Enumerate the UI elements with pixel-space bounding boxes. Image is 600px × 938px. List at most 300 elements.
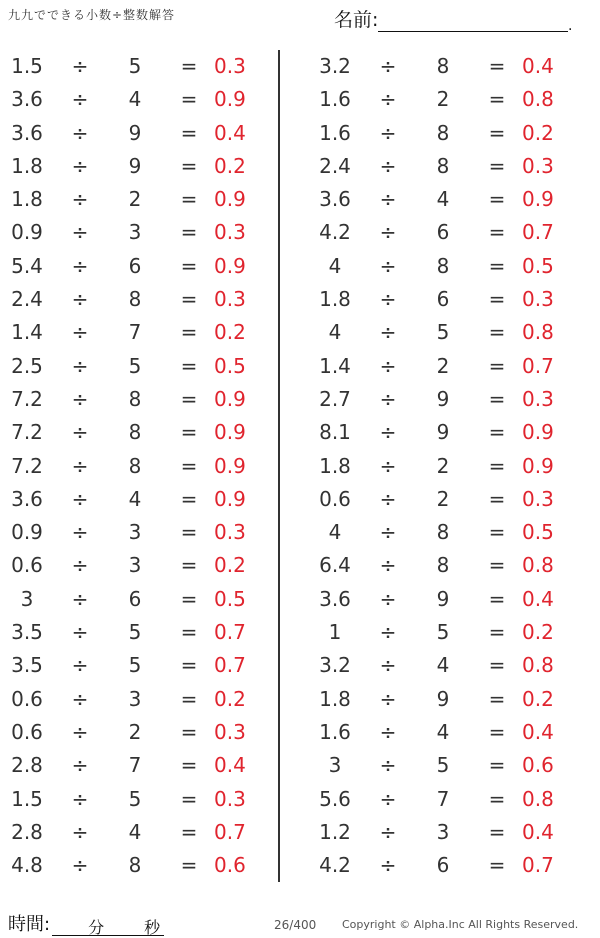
answer: 0.3 <box>214 786 246 811</box>
division-operator: ÷ <box>71 353 89 378</box>
answer: 0.7 <box>522 220 554 245</box>
dividend: 0.6 <box>11 719 43 744</box>
divisor: 7 <box>436 786 450 811</box>
answer: 0.9 <box>522 420 554 445</box>
problem-row <box>0 216 290 249</box>
dividend: 0.6 <box>11 553 43 578</box>
dividend: 4 <box>328 320 342 345</box>
equals-sign: = <box>488 686 506 711</box>
division-operator: ÷ <box>379 586 397 611</box>
dividend: 1.6 <box>319 87 351 112</box>
answer: 0.7 <box>522 353 554 378</box>
divisor: 3 <box>128 220 142 245</box>
problem-row <box>308 283 598 316</box>
answer: 0.6 <box>522 753 554 778</box>
dividend: 3.6 <box>319 586 351 611</box>
time-label: 時間: <box>8 914 51 935</box>
dividend: 7.2 <box>11 386 43 411</box>
equals-sign: = <box>180 853 198 878</box>
divisor: 7 <box>128 320 142 345</box>
answer: 0.7 <box>214 653 246 678</box>
answer: 0.4 <box>214 753 246 778</box>
answer: 0.9 <box>522 453 554 478</box>
division-operator: ÷ <box>71 187 89 212</box>
dividend: 4.2 <box>319 220 351 245</box>
division-operator: ÷ <box>71 87 89 112</box>
answer: 0.9 <box>522 187 554 212</box>
divisor: 2 <box>436 87 450 112</box>
answer: 0.5 <box>214 353 246 378</box>
division-operator: ÷ <box>379 120 397 145</box>
divisor: 8 <box>128 853 142 878</box>
dividend: 2.4 <box>11 287 43 312</box>
dividend: 4 <box>328 253 342 278</box>
problem-row <box>0 616 290 649</box>
answer: 0.9 <box>214 87 246 112</box>
divisor: 5 <box>436 620 450 645</box>
dividend: 1 <box>328 620 342 645</box>
dividend: 3.2 <box>319 54 351 78</box>
answer: 0.2 <box>214 686 246 711</box>
divisor: 2 <box>436 353 450 378</box>
dividend: 4.8 <box>11 853 43 878</box>
division-operator: ÷ <box>71 320 89 345</box>
dividend: 1.2 <box>319 819 351 844</box>
division-operator: ÷ <box>71 153 89 178</box>
divisor: 3 <box>128 686 142 711</box>
division-operator: ÷ <box>379 253 397 278</box>
problem-row <box>0 250 290 283</box>
dividend: 4 <box>328 520 342 545</box>
problem-row <box>0 316 290 349</box>
answer: 0.2 <box>214 553 246 578</box>
dividend: 1.5 <box>11 786 43 811</box>
equals-sign: = <box>180 54 198 78</box>
dividend: 3.5 <box>11 653 43 678</box>
answer: 0.4 <box>214 120 246 145</box>
divisor: 3 <box>128 520 142 545</box>
problem-column-left <box>0 50 290 882</box>
divisor: 7 <box>128 753 142 778</box>
problem-row <box>308 383 598 416</box>
division-operator: ÷ <box>71 220 89 245</box>
divisor: 8 <box>128 386 142 411</box>
dividend: 2.7 <box>319 386 351 411</box>
divisor: 8 <box>436 54 450 78</box>
problem-row <box>308 117 598 150</box>
divisor: 6 <box>128 586 142 611</box>
equals-sign: = <box>180 153 198 178</box>
dividend: 3.6 <box>319 187 351 212</box>
problem-row <box>0 50 290 83</box>
divisor: 8 <box>128 420 142 445</box>
dividend: 3 <box>20 586 34 611</box>
equals-sign: = <box>180 753 198 778</box>
problem-row <box>308 350 598 383</box>
name-blank-line <box>378 11 573 34</box>
problem-row <box>308 549 598 582</box>
division-operator: ÷ <box>379 153 397 178</box>
equals-sign: = <box>180 187 198 212</box>
problem-row <box>308 716 598 749</box>
answer: 0.7 <box>214 620 246 645</box>
name-label: 名前: <box>334 9 379 31</box>
dividend: 1.8 <box>319 287 351 312</box>
dividend: 1.8 <box>319 686 351 711</box>
divisor: 4 <box>436 187 450 212</box>
problem-row <box>0 816 290 849</box>
dividend: 0.9 <box>11 220 43 245</box>
time-blank-line <box>52 915 164 936</box>
division-operator: ÷ <box>379 520 397 545</box>
divisor: 9 <box>436 686 450 711</box>
equals-sign: = <box>488 453 506 478</box>
problem-row <box>308 649 598 682</box>
problem-row <box>0 183 290 216</box>
equals-sign: = <box>180 786 198 811</box>
answer: 0.3 <box>522 486 554 511</box>
divisor: 6 <box>128 253 142 278</box>
equals-sign: = <box>488 120 506 145</box>
problem-row <box>0 649 290 682</box>
problem-row <box>308 450 598 483</box>
division-operator: ÷ <box>71 786 89 811</box>
problem-row <box>308 616 598 649</box>
division-operator: ÷ <box>71 287 89 312</box>
answer: 0.9 <box>214 253 246 278</box>
division-operator: ÷ <box>379 420 397 445</box>
divisor: 9 <box>128 120 142 145</box>
dividend: 5.6 <box>319 786 351 811</box>
dividend: 1.4 <box>319 353 351 378</box>
equals-sign: = <box>488 620 506 645</box>
answer: 0.9 <box>214 420 246 445</box>
problem-row <box>0 483 290 516</box>
equals-sign: = <box>488 386 506 411</box>
equals-sign: = <box>488 520 506 545</box>
answer: 0.6 <box>214 853 246 878</box>
answer: 0.5 <box>522 253 554 278</box>
equals-sign: = <box>488 54 506 78</box>
division-operator: ÷ <box>379 54 397 78</box>
answer: 0.3 <box>214 520 246 545</box>
answer: 0.9 <box>214 486 246 511</box>
divisor: 4 <box>128 87 142 112</box>
problem-row <box>308 749 598 782</box>
answer: 0.2 <box>214 320 246 345</box>
division-operator: ÷ <box>71 520 89 545</box>
divisor: 4 <box>436 653 450 678</box>
problem-row <box>308 150 598 183</box>
divisor: 8 <box>436 553 450 578</box>
divisor: 6 <box>436 287 450 312</box>
divisor: 8 <box>128 453 142 478</box>
equals-sign: = <box>180 819 198 844</box>
answer: 0.9 <box>214 187 246 212</box>
division-operator: ÷ <box>71 853 89 878</box>
problem-row <box>0 150 290 183</box>
divisor: 9 <box>436 420 450 445</box>
equals-sign: = <box>180 719 198 744</box>
division-operator: ÷ <box>379 320 397 345</box>
dividend: 7.2 <box>11 453 43 478</box>
divisor: 8 <box>436 120 450 145</box>
equals-sign: = <box>488 653 506 678</box>
divisor: 2 <box>128 187 142 212</box>
name-line-dot: . <box>567 18 573 34</box>
answer: 0.3 <box>214 54 246 78</box>
answer: 0.3 <box>214 220 246 245</box>
divisor: 9 <box>128 153 142 178</box>
division-operator: ÷ <box>71 553 89 578</box>
answer: 0.5 <box>214 586 246 611</box>
dividend: 2.4 <box>319 153 351 178</box>
answer: 0.8 <box>522 653 554 678</box>
answer: 0.5 <box>522 520 554 545</box>
equals-sign: = <box>180 486 198 511</box>
dividend: 1.5 <box>11 54 43 78</box>
problem-row <box>0 450 290 483</box>
equals-sign: = <box>488 287 506 312</box>
seconds-label: 秒 <box>144 918 161 937</box>
divisor: 8 <box>436 520 450 545</box>
division-operator: ÷ <box>379 719 397 744</box>
answer: 0.3 <box>214 287 246 312</box>
divisor: 2 <box>436 453 450 478</box>
equals-sign: = <box>488 553 506 578</box>
problem-row <box>0 383 290 416</box>
dividend: 1.4 <box>11 320 43 345</box>
dividend: 7.2 <box>11 420 43 445</box>
equals-sign: = <box>488 220 506 245</box>
equals-sign: = <box>180 686 198 711</box>
division-operator: ÷ <box>379 553 397 578</box>
problem-row <box>0 283 290 316</box>
equals-sign: = <box>180 420 198 445</box>
dividend: 0.6 <box>11 686 43 711</box>
equals-sign: = <box>180 253 198 278</box>
answer: 0.8 <box>522 320 554 345</box>
equals-sign: = <box>180 353 198 378</box>
dividend: 1.8 <box>11 153 43 178</box>
problem-row <box>308 583 598 616</box>
equals-sign: = <box>488 586 506 611</box>
worksheet-title: 九九でできる小数÷整数解答 <box>8 8 176 22</box>
equals-sign: = <box>488 353 506 378</box>
problem-row <box>308 216 598 249</box>
minutes-label: 分 <box>88 918 105 937</box>
dividend: 2.5 <box>11 353 43 378</box>
equals-sign: = <box>180 453 198 478</box>
divisor: 4 <box>436 719 450 744</box>
problem-row <box>0 117 290 150</box>
problem-row <box>308 316 598 349</box>
division-operator: ÷ <box>379 187 397 212</box>
division-operator: ÷ <box>71 253 89 278</box>
problem-row <box>0 749 290 782</box>
division-operator: ÷ <box>71 753 89 778</box>
division-operator: ÷ <box>71 453 89 478</box>
equals-sign: = <box>488 719 506 744</box>
equals-sign: = <box>488 853 506 878</box>
division-operator: ÷ <box>379 486 397 511</box>
division-operator: ÷ <box>71 586 89 611</box>
answer: 0.4 <box>522 586 554 611</box>
dividend: 3.6 <box>11 87 43 112</box>
divisor: 8 <box>436 153 450 178</box>
dividend: 8.1 <box>319 420 351 445</box>
equals-sign: = <box>180 287 198 312</box>
divisor: 4 <box>128 819 142 844</box>
problem-row <box>308 683 598 716</box>
divisor: 2 <box>436 486 450 511</box>
equals-sign: = <box>488 153 506 178</box>
dividend: 4.2 <box>319 853 351 878</box>
divisor: 5 <box>128 620 142 645</box>
division-operator: ÷ <box>379 353 397 378</box>
divisor: 5 <box>128 786 142 811</box>
equals-sign: = <box>488 786 506 811</box>
equals-sign: = <box>180 320 198 345</box>
answer: 0.4 <box>522 719 554 744</box>
divisor: 3 <box>128 553 142 578</box>
division-operator: ÷ <box>71 420 89 445</box>
time-field <box>8 910 164 936</box>
dividend: 0.9 <box>11 520 43 545</box>
dividend: 3.2 <box>319 653 351 678</box>
divisor: 6 <box>436 853 450 878</box>
problem-row <box>308 416 598 449</box>
problem-row <box>0 549 290 582</box>
division-operator: ÷ <box>379 453 397 478</box>
division-operator: ÷ <box>379 620 397 645</box>
answer: 0.4 <box>522 54 554 78</box>
divisor: 4 <box>128 486 142 511</box>
name-field <box>334 5 573 34</box>
division-operator: ÷ <box>379 686 397 711</box>
dividend: 1.8 <box>11 187 43 212</box>
answer: 0.9 <box>214 386 246 411</box>
divisor: 5 <box>128 653 142 678</box>
division-operator: ÷ <box>379 853 397 878</box>
equals-sign: = <box>488 187 506 212</box>
equals-sign: = <box>180 120 198 145</box>
division-operator: ÷ <box>379 653 397 678</box>
equals-sign: = <box>180 87 198 112</box>
division-operator: ÷ <box>379 87 397 112</box>
dividend: 5.4 <box>11 253 43 278</box>
problem-row <box>0 583 290 616</box>
divisor: 9 <box>436 386 450 411</box>
dividend: 3.5 <box>11 620 43 645</box>
problem-row <box>308 816 598 849</box>
equals-sign: = <box>488 87 506 112</box>
problem-row <box>0 83 290 116</box>
division-operator: ÷ <box>71 819 89 844</box>
answer: 0.2 <box>522 620 554 645</box>
problem-row <box>308 83 598 116</box>
problem-row <box>308 50 598 83</box>
division-operator: ÷ <box>71 120 89 145</box>
division-operator: ÷ <box>71 486 89 511</box>
divisor: 8 <box>436 253 450 278</box>
copyright-notice: Copyright © Alpha.Inc All Rights Reserved. <box>342 918 579 931</box>
answer: 0.7 <box>522 853 554 878</box>
problem-row <box>0 516 290 549</box>
equals-sign: = <box>488 819 506 844</box>
division-operator: ÷ <box>71 719 89 744</box>
dividend: 3.6 <box>11 486 43 511</box>
equals-sign: = <box>180 620 198 645</box>
equals-sign: = <box>180 553 198 578</box>
equals-sign: = <box>488 253 506 278</box>
problem-row <box>308 483 598 516</box>
division-operator: ÷ <box>71 54 89 78</box>
page-number: 26/400 <box>274 918 317 932</box>
answer: 0.3 <box>522 287 554 312</box>
equals-sign: = <box>488 486 506 511</box>
dividend: 2.8 <box>11 819 43 844</box>
answer: 0.4 <box>522 819 554 844</box>
problem-row <box>308 183 598 216</box>
equals-sign: = <box>488 420 506 445</box>
problem-row <box>0 350 290 383</box>
division-operator: ÷ <box>71 620 89 645</box>
answer: 0.3 <box>522 386 554 411</box>
dividend: 1.6 <box>319 719 351 744</box>
answer: 0.2 <box>522 686 554 711</box>
dividend: 6.4 <box>319 553 351 578</box>
division-operator: ÷ <box>379 220 397 245</box>
answer: 0.7 <box>214 819 246 844</box>
equals-sign: = <box>180 586 198 611</box>
dividend: 2.8 <box>11 753 43 778</box>
answer: 0.2 <box>214 153 246 178</box>
problem-row <box>308 849 598 882</box>
divisor: 5 <box>436 753 450 778</box>
equals-sign: = <box>180 220 198 245</box>
answer: 0.8 <box>522 87 554 112</box>
problem-row <box>0 683 290 716</box>
dividend: 0.6 <box>319 486 351 511</box>
division-operator: ÷ <box>379 819 397 844</box>
answer: 0.3 <box>214 719 246 744</box>
problem-row <box>0 416 290 449</box>
equals-sign: = <box>488 320 506 345</box>
answer: 0.9 <box>214 453 246 478</box>
equals-sign: = <box>180 520 198 545</box>
division-operator: ÷ <box>379 786 397 811</box>
dividend: 3.6 <box>11 120 43 145</box>
divisor: 9 <box>436 586 450 611</box>
problem-row <box>308 783 598 816</box>
division-operator: ÷ <box>71 386 89 411</box>
divisor: 2 <box>128 719 142 744</box>
divisor: 8 <box>128 287 142 312</box>
answer: 0.2 <box>522 120 554 145</box>
division-operator: ÷ <box>379 386 397 411</box>
answer: 0.8 <box>522 786 554 811</box>
divisor: 5 <box>128 353 142 378</box>
problem-row <box>308 250 598 283</box>
division-operator: ÷ <box>379 287 397 312</box>
dividend: 1.6 <box>319 120 351 145</box>
problem-row <box>0 849 290 882</box>
answer: 0.8 <box>522 553 554 578</box>
division-operator: ÷ <box>71 653 89 678</box>
dividend: 1.8 <box>319 453 351 478</box>
divisor: 5 <box>436 320 450 345</box>
